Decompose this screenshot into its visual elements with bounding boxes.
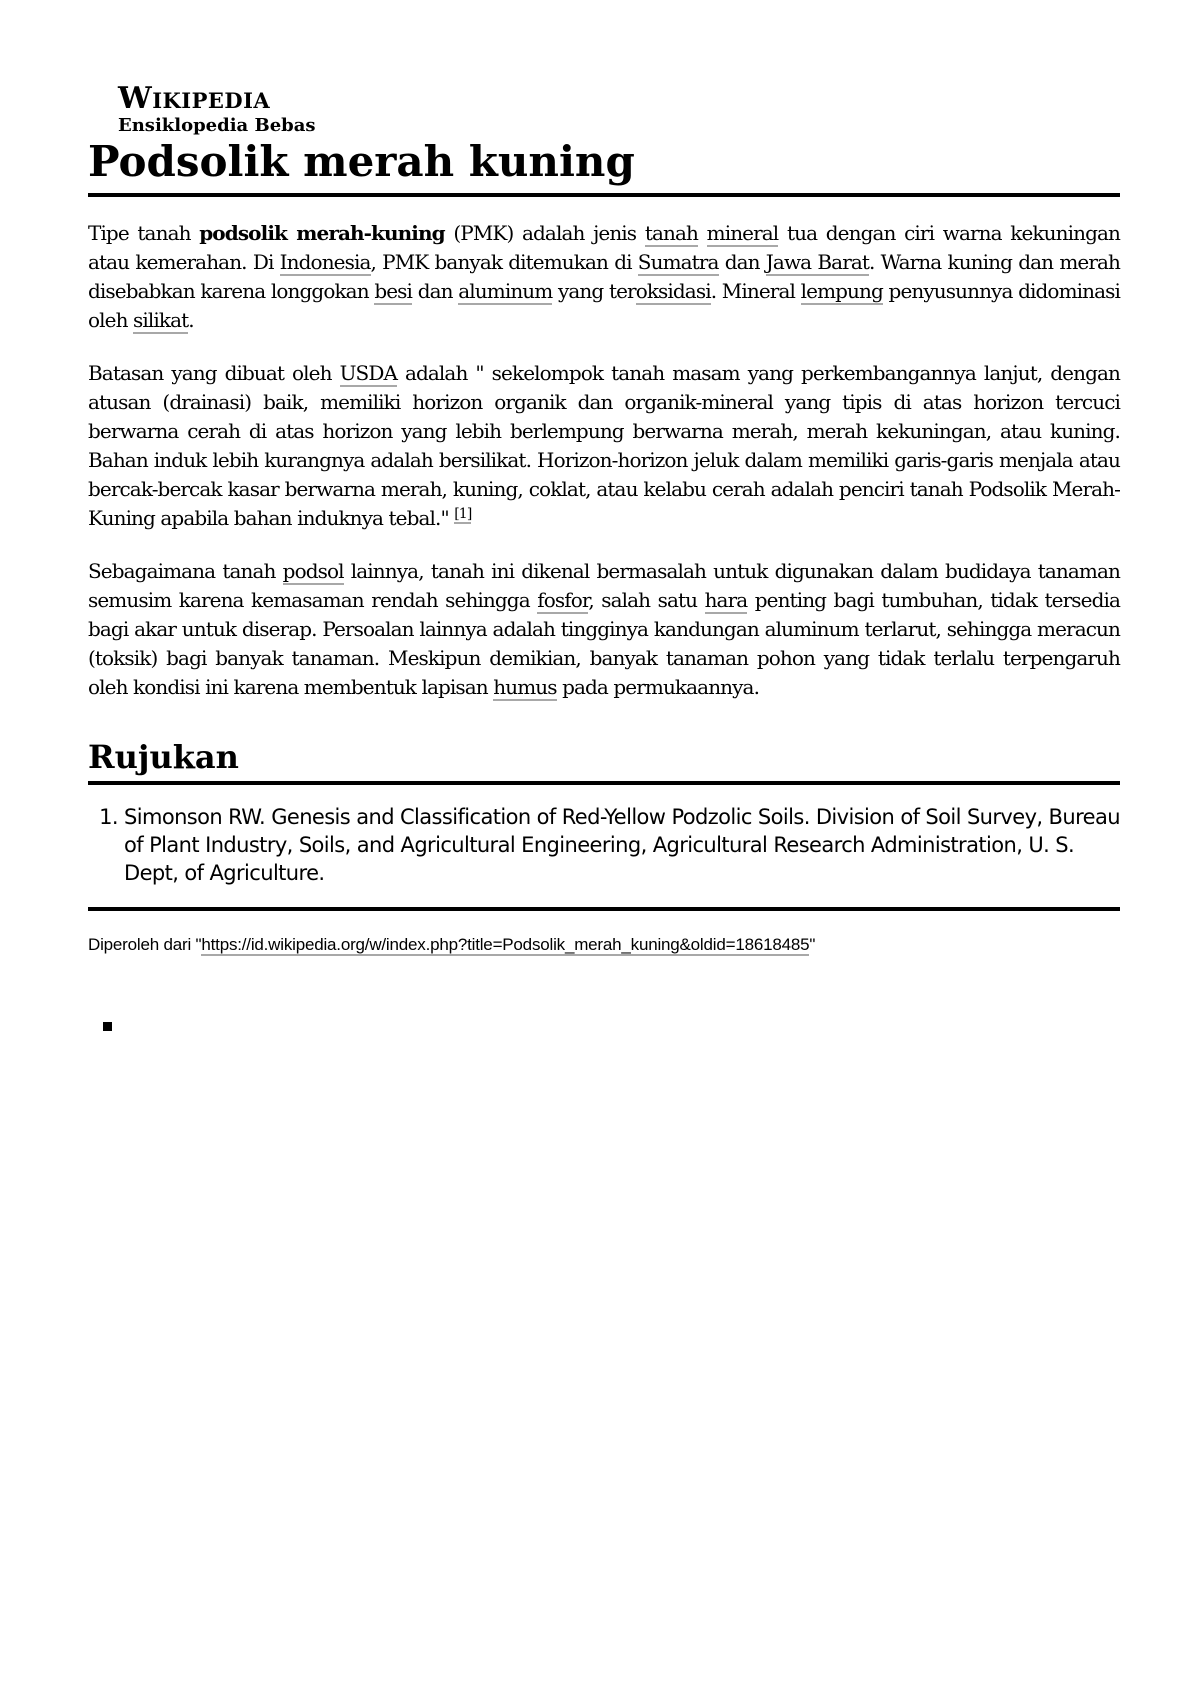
text: Sebagaimana tanah <box>88 559 283 584</box>
retrieved-url-link[interactable]: https://id.wikipedia.org/w/index.php?title=Podsolik_merah_kuning&oldid=18618485 <box>201 934 810 954</box>
wikipedia-logo[interactable] <box>118 81 318 136</box>
link-jawa-barat[interactable]: Jawa Barat <box>765 250 870 275</box>
link-aluminum[interactable]: aluminum <box>458 279 553 304</box>
paragraph-1 <box>88 219 1120 335</box>
page-title: Podsolik merah kuning <box>88 137 1120 197</box>
text: , PMK banyak ditemukan di <box>370 250 638 275</box>
article-page <box>88 81 1121 955</box>
text: dan <box>412 279 459 304</box>
link-hara[interactable]: hara <box>704 588 748 613</box>
link-usda[interactable]: USDA <box>339 361 397 386</box>
footer-divider <box>88 907 1120 911</box>
link-humus[interactable]: humus <box>493 675 557 700</box>
retrieved-from <box>88 935 1120 955</box>
link-lempung[interactable]: lempung <box>800 279 883 304</box>
list-bullet-icon <box>103 1022 112 1031</box>
text: penting bagi tumbuhan, tidak tersedia bagi akar untuk diserap. Persoalan lainnya adalah tingginya kandungan aluminum terlarut, sehingga meracun (toksik) bagi banyak tanaman. Meskipun demikian, banyak tanaman pohon yang tidak terlalu terpengaruh oleh kondisi ini karena membentuk lapisan <box>88 588 1120 700</box>
article-body <box>88 219 1120 702</box>
bold-term: podsolik merah-kuning <box>199 221 445 246</box>
text: lainnya, tanah ini dikenal bermasalah untuk digunakan dalam budidaya tanaman semusim karena kemasaman rendah sehingga <box>88 559 1120 613</box>
references-list <box>88 803 1120 887</box>
text: . Mineral <box>710 279 801 304</box>
paragraph-2 <box>88 359 1120 533</box>
text: . <box>188 308 194 333</box>
link-silikat[interactable]: silikat <box>133 308 189 333</box>
text: yang ter <box>552 279 636 304</box>
paragraph-3 <box>88 557 1120 702</box>
references-heading: Rujukan <box>88 738 1120 784</box>
retrieved-prefix: Diperoleh dari " <box>88 934 202 954</box>
text: tua dengan ciri warna kekuningan atau kemerahan. Di <box>88 221 1120 275</box>
text: Tipe tanah <box>88 221 200 246</box>
text <box>698 221 707 245</box>
logo-tagline: Ensiklopedia Bebas <box>118 115 316 136</box>
link-podsol[interactable]: podsol <box>282 559 344 584</box>
text: , salah satu <box>588 588 705 613</box>
text: adalah " sekelompok tanah masam yang perkembangannya lanjut, dengan atusan (drainasi) baik, memiliki horizon organik dan organik-mineral yang tipis di atas horizon tercuci berwarna cerah di atas horizon yang lebih berlempung berwarna merah, merah kekuningan, atau kuning. Bahan induk lebih kurangnya adalah bersilikat. Horizon-horizon jeluk dalam memiliki garis-garis menjala atau bercak-bercak kasar berwarna merah, kuning, coklat, atau kelabu cerah adalah penciri tanah Podsolik Merah-Kuning apabila bahan induknya tebal." <box>88 361 1120 531</box>
text: (PMK) adalah jenis <box>444 221 645 246</box>
link-tanah[interactable]: tanah <box>644 221 698 246</box>
link-oksidasi[interactable]: oksidasi <box>635 279 711 304</box>
logo-wordmark: Wikipedia <box>118 81 271 116</box>
text: dan <box>718 250 766 275</box>
text: penyusunnya didominasi oleh <box>88 279 1120 333</box>
reference-item: 1. Simonson RW. Genesis and Classification of Red-Yellow Podzolic Soils. Division of Soil Survey, Bureau of Plant Industry, Soils, and Agricultural Engineering, Agricultural Research Administration, U. S. Dept, of Agriculture. <box>124 803 1120 887</box>
link-besi[interactable]: besi <box>374 279 413 304</box>
retrieved-suffix: " <box>809 934 816 954</box>
text: . Warna kuning dan merah disebabkan karena longgokan <box>88 250 1121 304</box>
link-mineral[interactable]: mineral <box>706 221 779 246</box>
link-fosfor[interactable]: fosfor <box>537 588 589 613</box>
reference-link-1[interactable]: [1] <box>454 505 472 522</box>
link-sumatra[interactable]: Sumatra <box>637 250 719 275</box>
link-indonesia[interactable]: Indonesia <box>279 250 371 275</box>
text: Batasan yang dibuat oleh <box>88 361 340 386</box>
text: pada permukaannya. <box>556 675 760 700</box>
